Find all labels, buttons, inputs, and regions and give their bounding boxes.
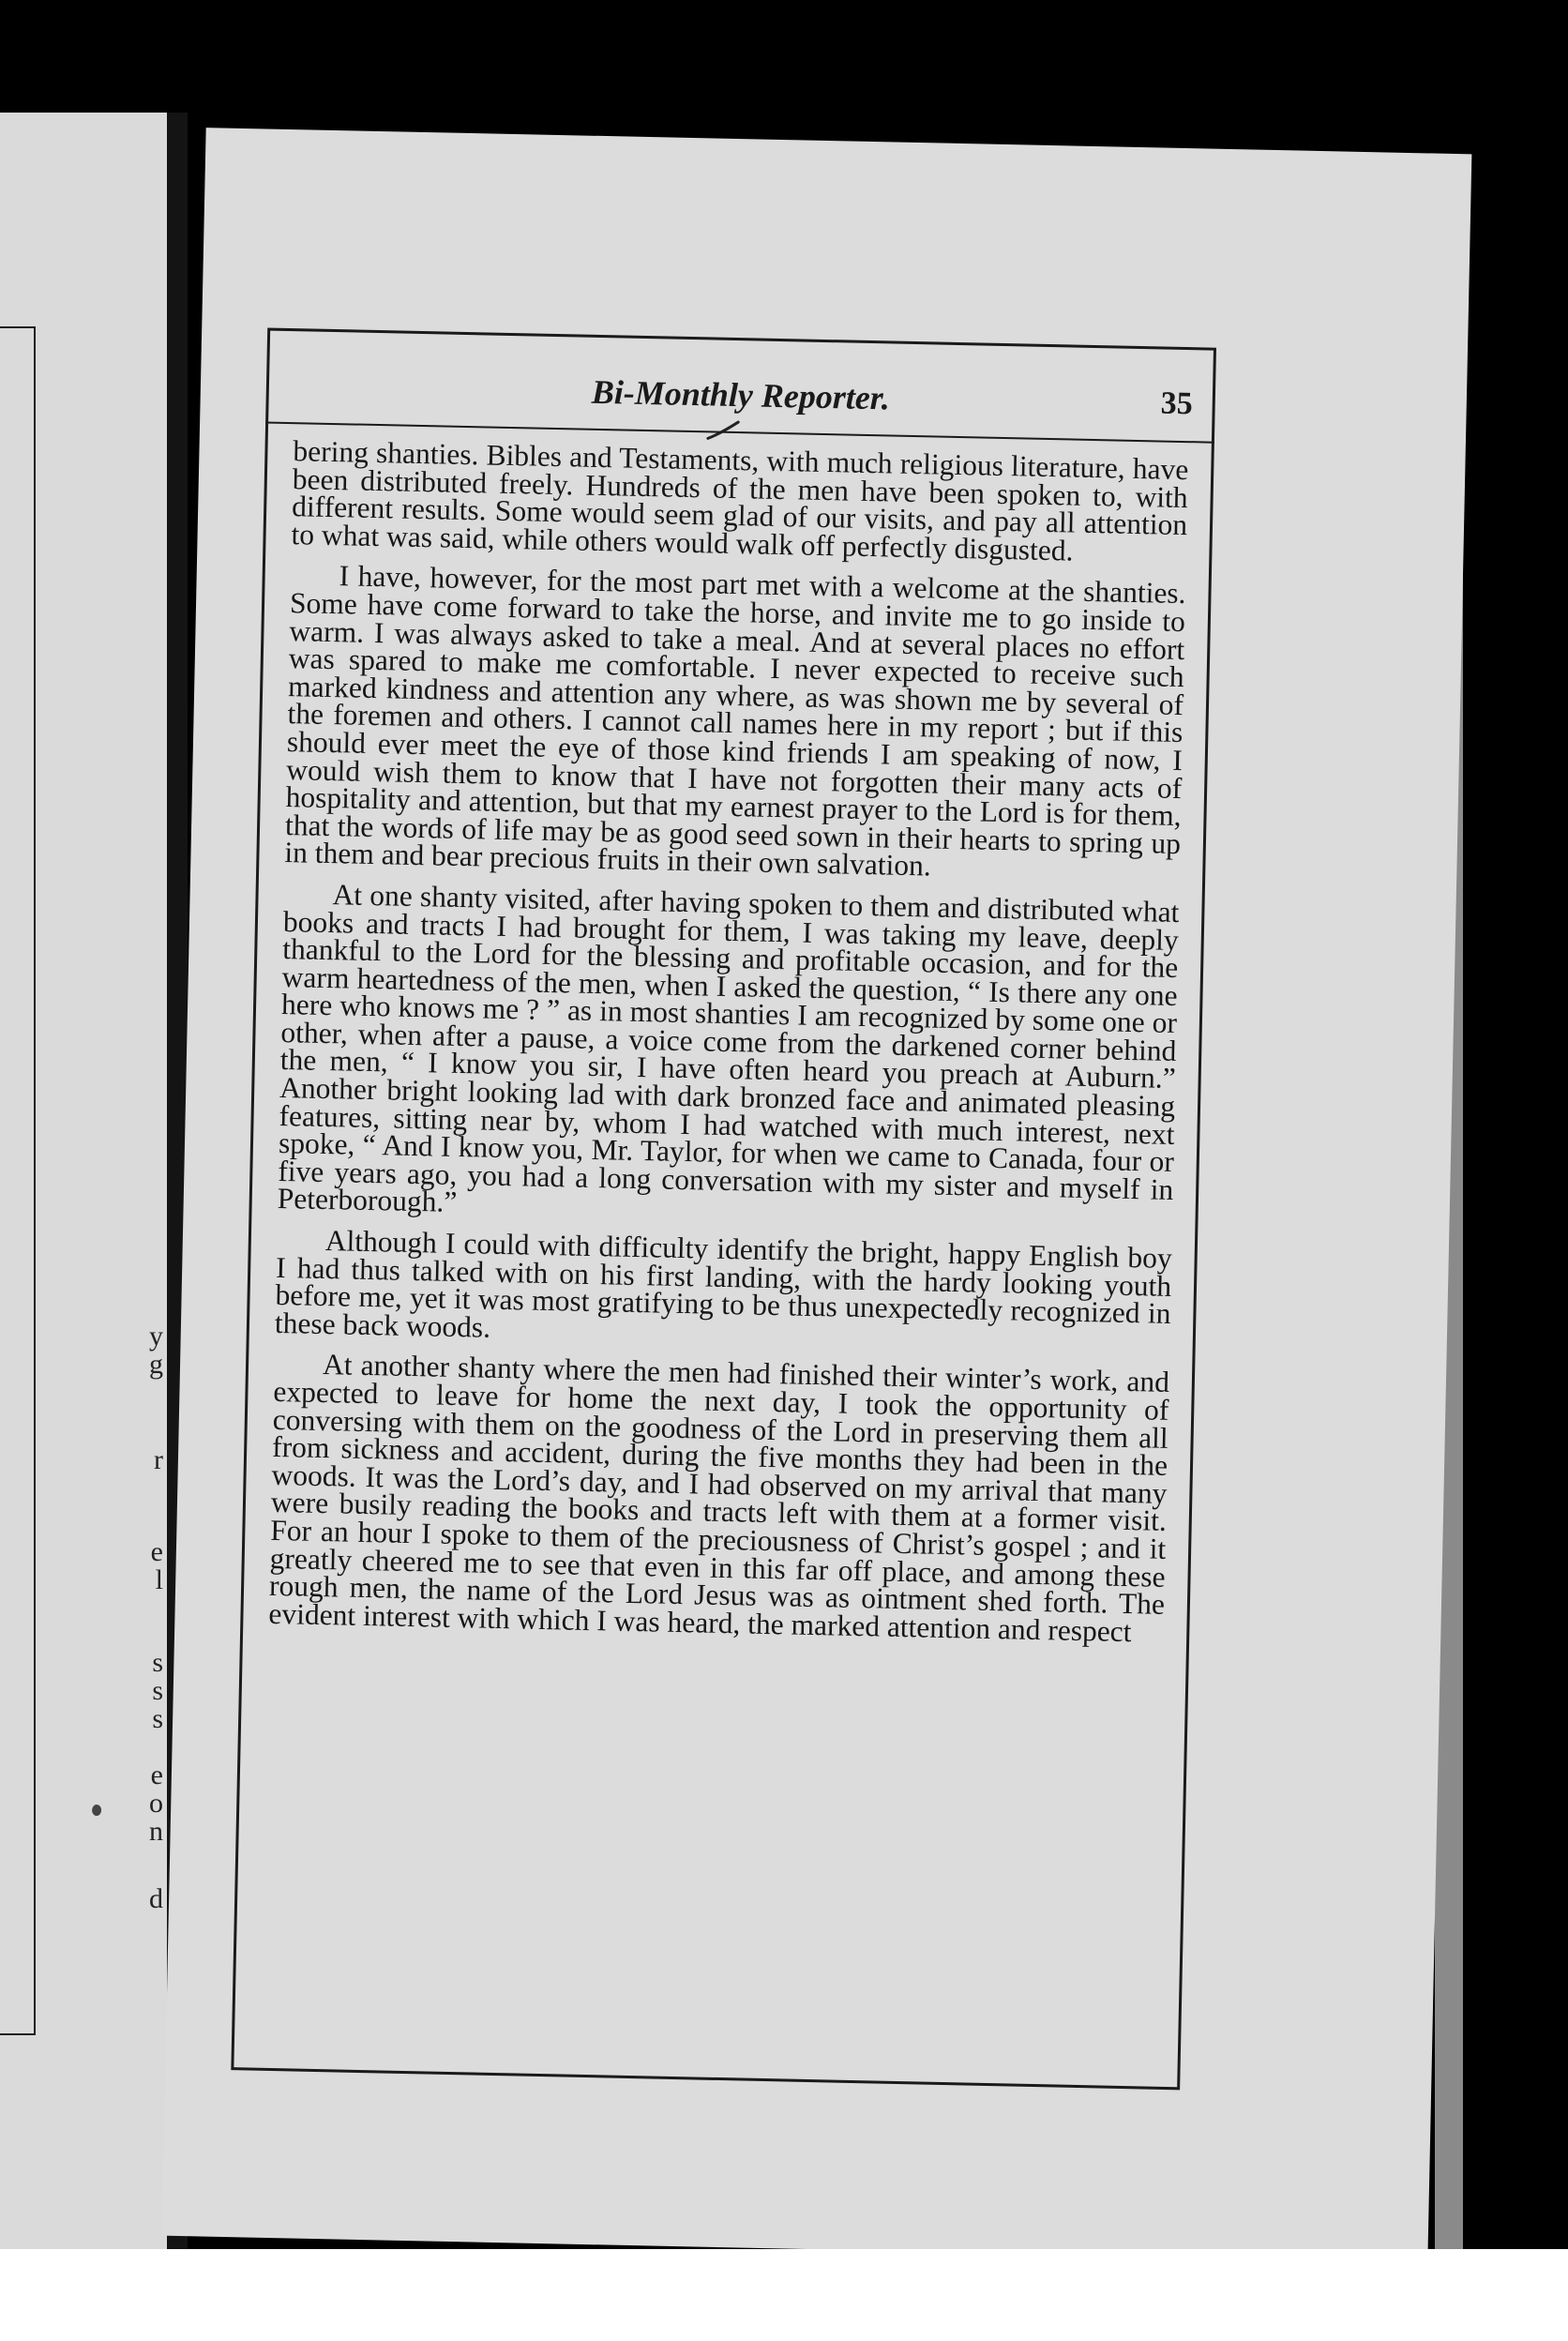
facing-page-fragment: s [152,1703,163,1734]
scan-border [0,2249,1568,2341]
page-number: 35 [1160,385,1194,422]
facing-page-fragment: y [149,1321,163,1352]
facing-page-rule [34,326,36,2035]
facing-page-fragment: o [149,1788,163,1819]
facing-page-fragment: e [150,1536,163,1567]
facing-page-fragment: l [155,1564,163,1595]
facing-page-fragment: n [149,1816,163,1847]
facing-page-fragment: s [152,1675,163,1706]
facing-page-fragment: e [150,1760,163,1790]
facing-page-fragment: g [149,1349,163,1380]
facing-page-edge [0,113,167,2249]
paragraph: Although I could with difficulty identify the bright, happy English boy I had thus talked with on his first landing, with the hardy looking youth before me, yet it was most gratifying to be thus unexpectedly recognized in these back woods. [274,1224,1173,1344]
running-title: Bi-Monthly Reporter. [591,372,891,417]
facing-page-fragment: s [152,1647,163,1678]
paragraph: At one shanty visited, after having spoken to them and distributed what books and tracts I had brought for them, I was taking my leave, deeply thankful to the Lord for the blessing and profitable occasion, and for the warm heartedness of the men, when I asked the question, “ Is there any one here who knows me ? ” as in most shanties I am recognized by some one or other, when after a pause, a voice come from the darkened corner behind the men, “ I know you sir, I have often heard you preach at Auburn.” Another bright looking lad with dark bronzed face and animated pleasing features, sitting near by, whom I had watched with much interest, next spoke, “ And I know you, Mr. Taylor, for when we came to Canada, four or five years ago, you had a long conversation with my sister and myself in Peterborough.” [277,878,1180,1219]
scanned-page [162,128,1472,2262]
facing-page-fragment: d [149,1883,163,1914]
facing-page-rule-top [0,326,36,328]
body-text [268,434,1189,1659]
paragraph: At another shanty where the men had finished their winter’s work, and expected to leave for home the next day, I took the opportunity of conversing with them on the goodness of the Lord in preserving them all from sickness and accident, during the five months they had been in the woods. It was the Lord’s day, and I had observed on my arrival that many were busily reading the books and tracts left with them at a former visit. For an hour I spoke to them of the preciousness of Christ’s gospel ; and it greatly cheered me to see that even in this far off place, and among these rough men, the name of the Lord Jesus was as ointment shed forth. The evident interest with which I was heard, the marked attention and respect [268,1348,1170,1648]
facing-page-rule-bottom [0,2033,36,2035]
paragraph: bering shanties. Bibles and Testaments, with much religious literature, have been distributed freely. Hundreds of the men have been spoken to, with different results. Some would seem glad of our visits, and pay all attention to what was said, while others would walk off perfectly disgusted. [291,434,1189,567]
facing-page-fragment: r [154,1444,163,1475]
paragraph: I have, however, for the most part met with a welcome at the shanties. Some have come forward to take the horse, and invite me to go inside to warm. I was always asked to take a meal. And at several places no effort was spared to make me comfortable. I never expected to receive such marked kindness and attention any where, as was shown me by several of the foremen and others. I cannot call names here in my report ; but if this should ever meet the eye of those kind friends I am speaking of now, I would wish them to know that I have not forgotten their many acts of hospitality and attention, but that my earnest prayer to the Lord is for them, that the words of life may be as good seed sown in their hearts to spring up in them and bear precious fruits in their own salvation. [284,559,1186,883]
